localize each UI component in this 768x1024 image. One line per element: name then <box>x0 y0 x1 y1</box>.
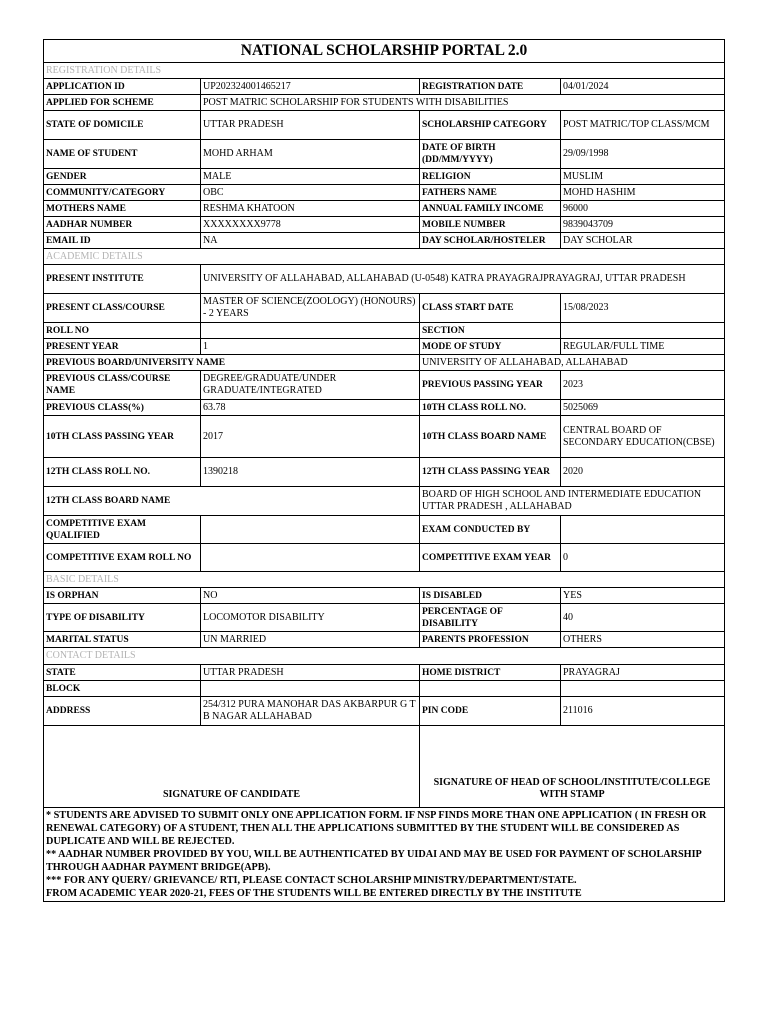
comp-exam-value <box>201 516 420 544</box>
religion-value: MUSLIM <box>561 169 725 185</box>
instructions-notes <box>44 808 725 902</box>
email-label: EMAIL ID <box>44 233 201 249</box>
tenth-roll-value: 5025069 <box>561 400 725 416</box>
income-value: 96000 <box>561 201 725 217</box>
class-start-value: 15/08/2023 <box>561 294 725 323</box>
comp-year-value: 0 <box>561 544 725 572</box>
disability-percent-value: 40 <box>561 604 725 632</box>
twelfth-year-value: 2020 <box>561 458 725 487</box>
registration-date-label: REGISTRATION DATE <box>420 79 561 95</box>
institute-value: UNIVERSITY OF ALLAHABAD, ALLAHABAD (U-0548) KATRA PRAYAGRAJPRAYAGRAJ, UTTAR PRADESH <box>201 265 725 294</box>
prev-board-label: PREVIOUS BOARD/UNIVERSITY NAME <box>44 355 420 371</box>
orphan-value: NO <box>201 588 420 604</box>
address-value: 254/312 PURA MANOHAR DAS AKBARPUR G T B NAGAR ALLAHABAD <box>201 697 420 726</box>
disability-type-value: LOCOMOTOR DISABILITY <box>201 604 420 632</box>
parents-profession-label: PARENTS PROFESSION <box>420 632 561 648</box>
prev-course-label: PREVIOUS CLASS/COURSE NAME <box>44 371 201 400</box>
note-fees-entry: FROM ACADEMIC YEAR 2020-21, FEES OF THE STUDENTS WILL BE ENTERED DIRECTLY BY THE INSTITUTE <box>46 888 582 899</box>
twelfth-roll-value: 1390218 <box>201 458 420 487</box>
gender-value: MALE <box>201 169 420 185</box>
application-form <box>43 39 725 902</box>
marital-status-value: UN MARRIED <box>201 632 420 648</box>
note-query-contact: *** FOR ANY QUERY/ GRIEVANCE/ RTI, PLEASE CONTACT SCHOLARSHIP MINISTRY/DEPARTMENT/STATE. <box>46 875 577 886</box>
domicile-label: STATE OF DOMICILE <box>44 111 201 140</box>
community-label: COMMUNITY/CATEGORY <box>44 185 201 201</box>
course-value: MASTER OF SCIENCE(ZOOLOGY) (HONOURS) - 2 YEARS <box>201 294 420 323</box>
pin-code-value: 211016 <box>561 697 725 726</box>
prev-percent-value: 63.78 <box>201 400 420 416</box>
parents-profession-value: OTHERS <box>561 632 725 648</box>
section-academic-details: ACADEMIC DETAILS <box>44 249 725 265</box>
orphan-label: IS ORPHAN <box>44 588 201 604</box>
scholarship-category-value: POST MATRIC/TOP CLASS/MCM <box>561 111 725 140</box>
scheme-value: POST MATRIC SCHOLARSHIP FOR STUDENTS WITH DISABILITIES <box>201 95 725 111</box>
empty-cell <box>420 681 561 697</box>
prev-course-value: DEGREE/GRADUATE/UNDER GRADUATE/INTEGRATED <box>201 371 420 400</box>
student-name-value: MOHD ARHAM <box>201 140 420 169</box>
address-label: ADDRESS <box>44 697 201 726</box>
marital-status-label: MARITAL STATUS <box>44 632 201 648</box>
class-start-label: CLASS START DATE <box>420 294 561 323</box>
empty-cell <box>561 681 725 697</box>
day-scholar-value: DAY SCHOLAR <box>561 233 725 249</box>
note-duplicate-applications: * STUDENTS ARE ADVISED TO SUBMIT ONLY ONE APPLICATION FORM. IF NSP FINDS MORE THAN ONE APPLICATION ( IN FRESH OR RENEWAL CATEGORY) OF A STUDENT, THEN ALL THE APPLICATIONS SUBMITTED BY THE STUDENT WILL BE CONSIDERED AS DUPLICATE AND WILL BE REJECTED. <box>46 810 707 847</box>
tenth-roll-label: 10TH CLASS ROLL NO. <box>420 400 561 416</box>
domicile-value: UTTAR PRADESH <box>201 111 420 140</box>
twelfth-year-label: 12TH CLASS PASSING YEAR <box>420 458 561 487</box>
mode-of-study-label: MODE OF STUDY <box>420 339 561 355</box>
aadhar-label: AADHAR NUMBER <box>44 217 201 233</box>
exam-conducted-label: EXAM CONDUCTED BY <box>420 516 561 544</box>
note-aadhar-authentication: ** AADHAR NUMBER PROVIDED BY YOU, WILL BE AUTHENTICATED BY UIDAI AND MAY BE USED FOR PAYMENT OF SCHOLARSHIP THROUGH AADHAR PAYMENT BRIDGE(APB). <box>46 849 702 873</box>
comp-exam-label: COMPETITIVE EXAM QUALIFIED <box>44 516 201 544</box>
mother-name-label: MOTHERS NAME <box>44 201 201 217</box>
present-year-label: PRESENT YEAR <box>44 339 201 355</box>
head-signature-box: SIGNATURE OF HEAD OF SCHOOL/INSTITUTE/COLLEGE WITH STAMP <box>420 726 725 808</box>
father-name-value: MOHD HASHIM <box>561 185 725 201</box>
home-district-value: PRAYAGRAJ <box>561 665 725 681</box>
mobile-value: 9839043709 <box>561 217 725 233</box>
prev-passing-label: PREVIOUS PASSING YEAR <box>420 371 561 400</box>
disability-type-label: TYPE OF DISABILITY <box>44 604 201 632</box>
institute-label: PRESENT INSTITUTE <box>44 265 201 294</box>
mother-name-value: RESHMA KHATOON <box>201 201 420 217</box>
tenth-year-value: 2017 <box>201 416 420 458</box>
tenth-board-label: 10TH CLASS BOARD NAME <box>420 416 561 458</box>
pin-code-label: PIN CODE <box>420 697 561 726</box>
scholarship-category-label: SCHOLARSHIP CATEGORY <box>420 111 561 140</box>
community-value: OBC <box>201 185 420 201</box>
father-name-label: FATHERS NAME <box>420 185 561 201</box>
comp-year-label: COMPETITIVE EXAM YEAR <box>420 544 561 572</box>
disabled-value: YES <box>561 588 725 604</box>
religion-label: RELIGION <box>420 169 561 185</box>
section-value <box>561 323 725 339</box>
application-id-label: APPLICATION ID <box>44 79 201 95</box>
prev-passing-value: 2023 <box>561 371 725 400</box>
prev-board-value: UNIVERSITY OF ALLAHABAD, ALLAHABAD <box>420 355 725 371</box>
aadhar-value: XXXXXXXX9778 <box>201 217 420 233</box>
section-contact-details: CONTACT DETAILS <box>44 648 725 665</box>
tenth-board-value: CENTRAL BOARD OF SECONDARY EDUCATION(CBSE) <box>561 416 725 458</box>
registration-date-value: 04/01/2024 <box>561 79 725 95</box>
income-label: ANNUAL FAMILY INCOME <box>420 201 561 217</box>
state-value: UTTAR PRADESH <box>201 665 420 681</box>
mobile-label: MOBILE NUMBER <box>420 217 561 233</box>
mode-of-study-value: REGULAR/FULL TIME <box>561 339 725 355</box>
section-registration-details: REGISTRATION DETAILS <box>44 63 725 79</box>
home-district-label: HOME DISTRICT <box>420 665 561 681</box>
dob-label: DATE OF BIRTH (DD/MM/YYYY) <box>420 140 561 169</box>
exam-conducted-value <box>561 516 725 544</box>
comp-roll-value <box>201 544 420 572</box>
twelfth-board-label: 12TH CLASS BOARD NAME <box>44 487 420 516</box>
comp-roll-label: COMPETITIVE EXAM ROLL NO <box>44 544 201 572</box>
dob-value: 29/09/1998 <box>561 140 725 169</box>
section-basic-details: BASIC DETAILS <box>44 572 725 588</box>
disability-percent-label: PERCENTAGE OF DISABILITY <box>420 604 561 632</box>
present-year-value: 1 <box>201 339 420 355</box>
twelfth-roll-label: 12TH CLASS ROLL NO. <box>44 458 201 487</box>
page-title: NATIONAL SCHOLARSHIP PORTAL 2.0 <box>44 40 725 63</box>
roll-no-label: ROLL NO <box>44 323 201 339</box>
candidate-signature-box: SIGNATURE OF CANDIDATE <box>44 726 420 808</box>
tenth-year-label: 10TH CLASS PASSING YEAR <box>44 416 201 458</box>
state-label: STATE <box>44 665 201 681</box>
scheme-label: APPLIED FOR SCHEME <box>44 95 201 111</box>
prev-percent-label: PREVIOUS CLASS(%) <box>44 400 201 416</box>
application-id-value: UP202324001465217 <box>201 79 420 95</box>
email-value: NA <box>201 233 420 249</box>
disabled-label: IS DISABLED <box>420 588 561 604</box>
course-label: PRESENT CLASS/COURSE <box>44 294 201 323</box>
section-label: SECTION <box>420 323 561 339</box>
block-value <box>201 681 420 697</box>
roll-no-value <box>201 323 420 339</box>
block-label: BLOCK <box>44 681 201 697</box>
gender-label: GENDER <box>44 169 201 185</box>
twelfth-board-value: BOARD OF HIGH SCHOOL AND INTERMEDIATE EDUCATION UTTAR PRADESH , ALLAHABAD <box>420 487 725 516</box>
student-name-label: NAME OF STUDENT <box>44 140 201 169</box>
day-scholar-label: DAY SCHOLAR/HOSTELER <box>420 233 561 249</box>
